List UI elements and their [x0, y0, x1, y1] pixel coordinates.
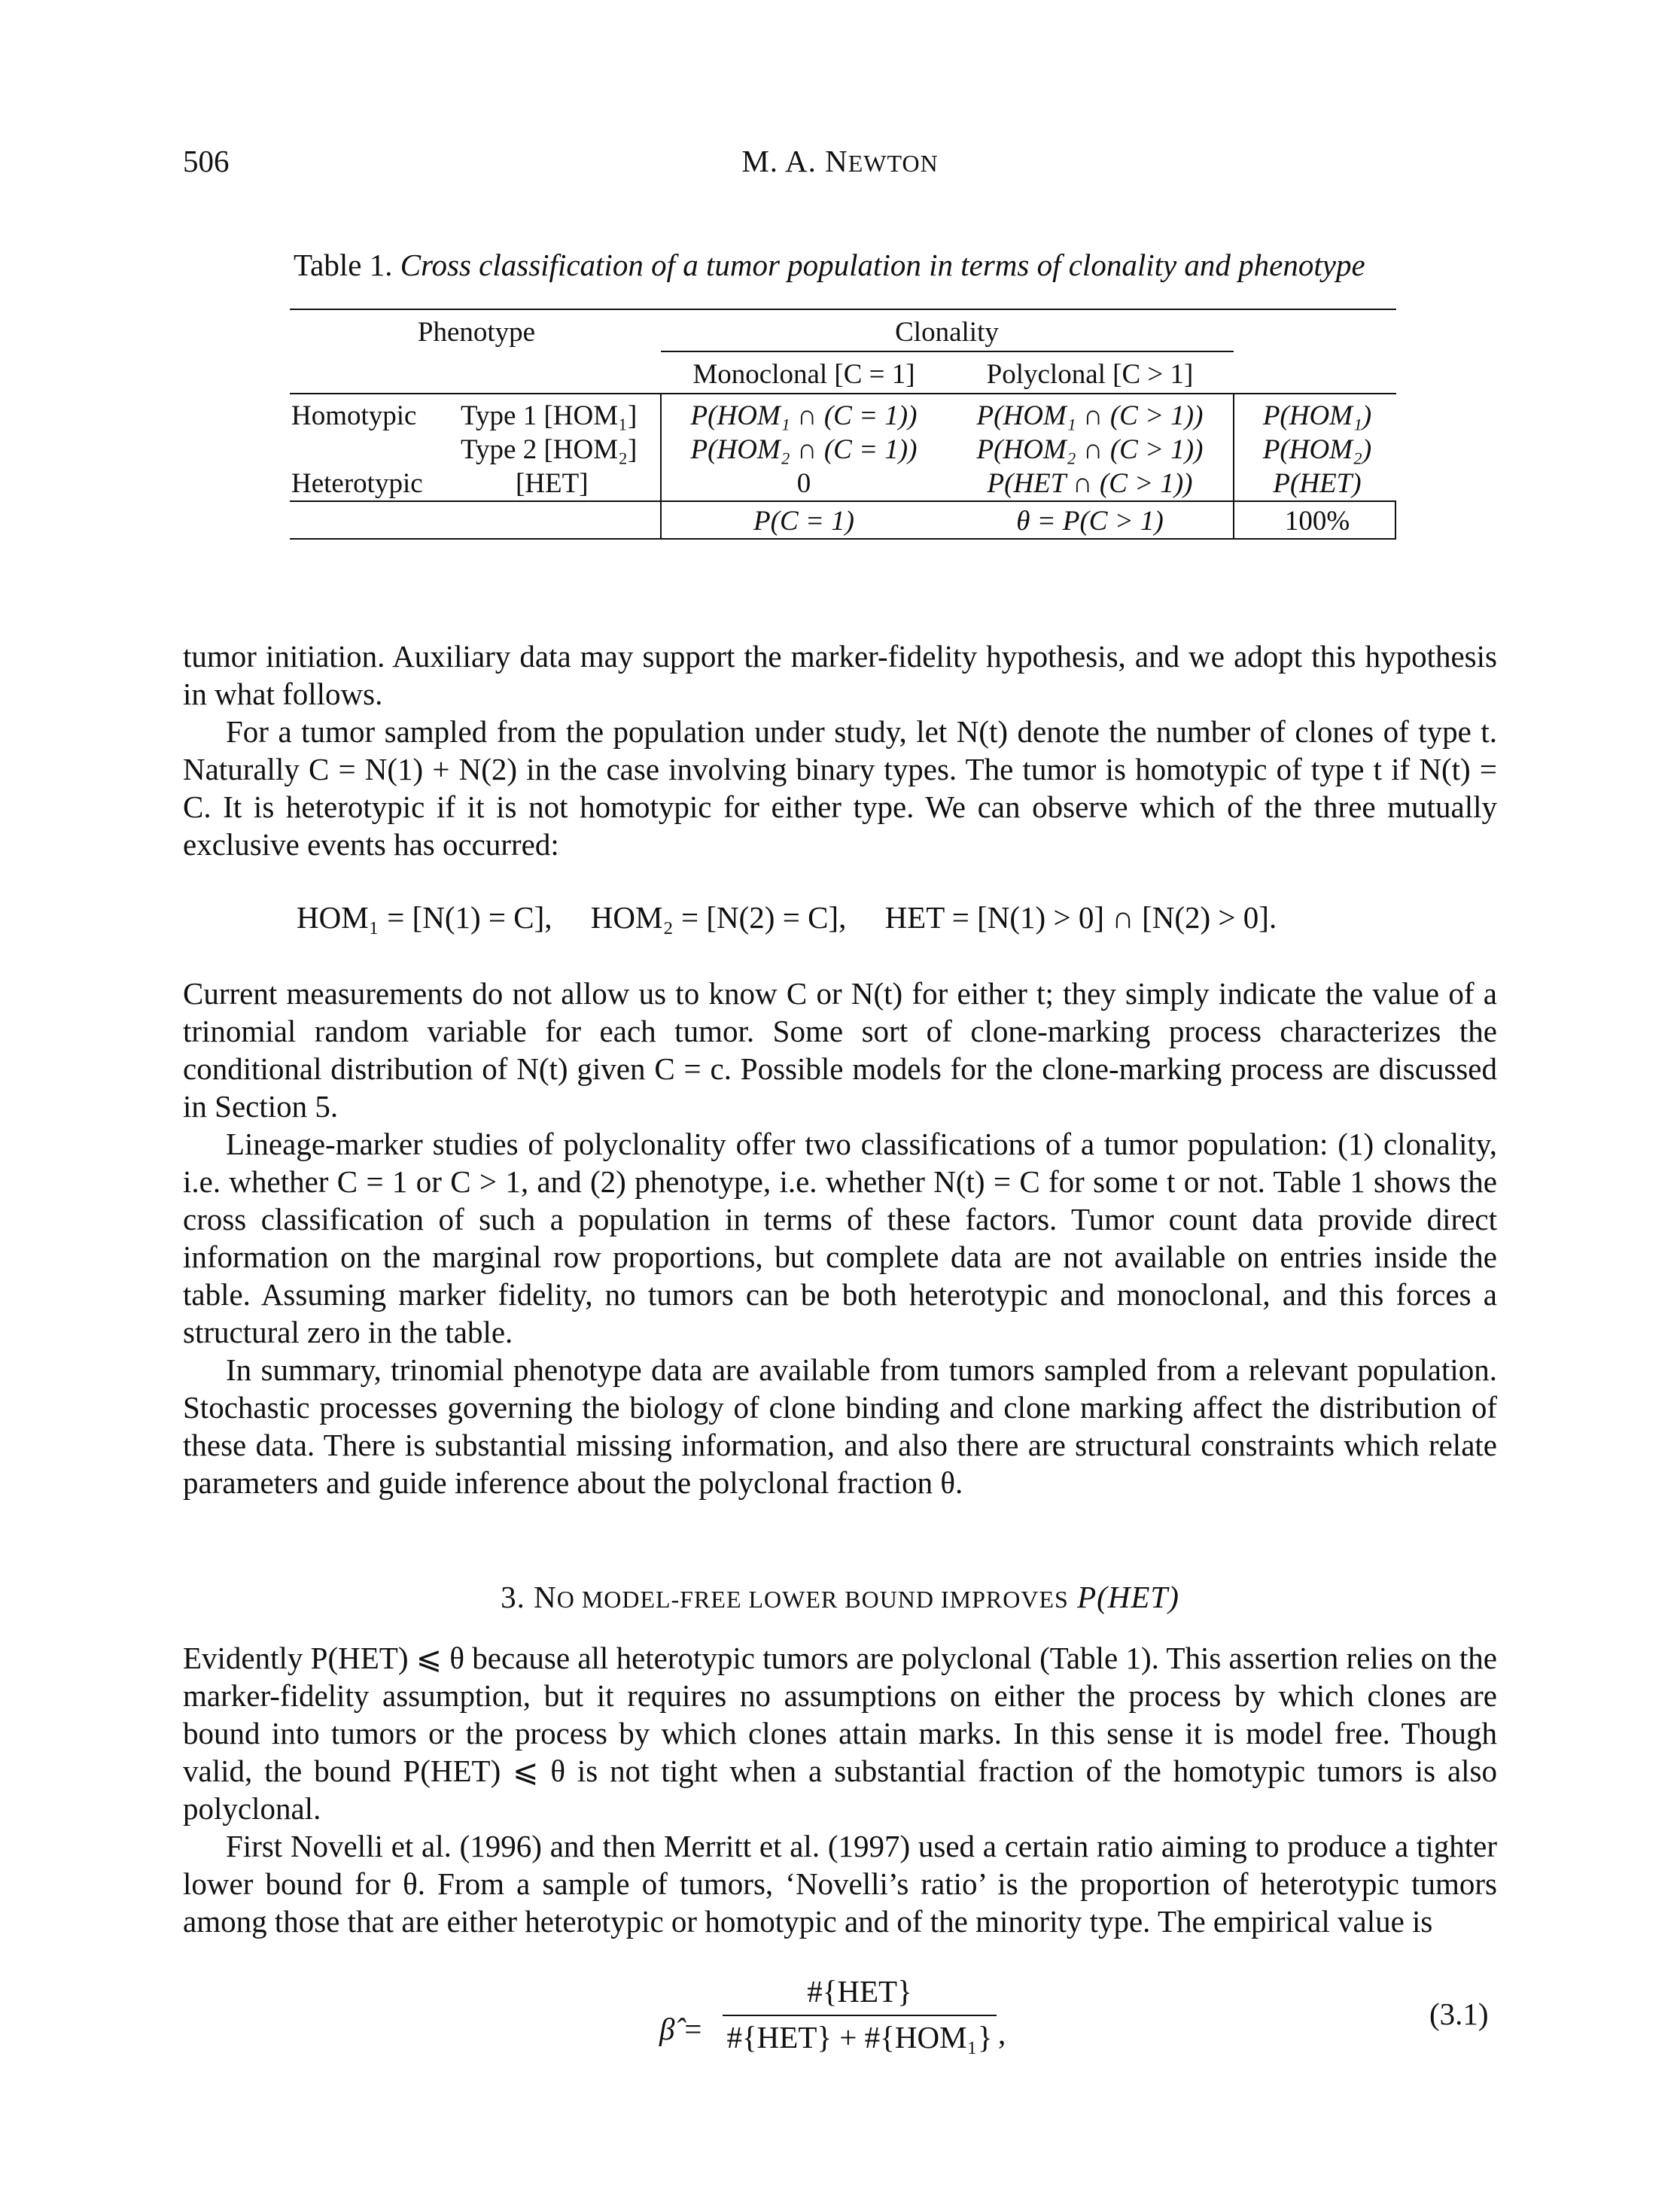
paragraph-5: In summary, trinomial phenotype data are available from tumors sampled from a relevant population. Stochastic processes governing the biology of clone binding and clone marking affect the distribution of these data. There is substantial missing information, and also there are structural constraints which relate parameters and guide inference about the polyclonal fraction θ. — [183, 1352, 1497, 1500]
cell-hom1-monoclonal: P(HOM₁ ∩ (C = 1)) — [690, 400, 918, 431]
monoclonal-column-header: Monoclonal [C = 1] — [692, 359, 915, 390]
total-all: 100% — [1284, 506, 1350, 537]
row-label-homotypic: Homotypic — [291, 400, 417, 431]
equation-events: HOM₁ = [N(1) = C], HOM₂ = [N(2) = C], HET = [N(1) > 0] ∩ [N(2) > 0]. — [297, 900, 1277, 935]
cell-hom2-polyclonal: P(HOM₂ ∩ (C > 1)) — [976, 434, 1204, 465]
row-label-type2: Type 2 [HOM₂] — [461, 434, 638, 465]
section-title-math: P(HET) — [1077, 1580, 1179, 1614]
outer-vertical-rule — [1395, 501, 1396, 539]
equation-numerator: #{HET} — [807, 1974, 912, 2009]
paragraph-4: Lineage-marker studies of polyclonality offer two classifications of a tumor population: (1) clonality, i.e. whether C = 1 or C > 1, and (2) phenotype, i.e. whether N(t) = C for some t or not. Table 1 shows the cross classification of such a population in terms of these factors. Tumor count data provide direct information on the marginal row proportions, but complete data are not available on entries inside the table. Assuming marker fidelity, no tumors can be both heterotypic and monoclonal, and this forces a structural zero in the table. — [183, 1127, 1497, 1349]
section-heading — [0, 1579, 1680, 1615]
page-number: 506 — [183, 144, 230, 178]
cell-hom2-total: P(HOM₂) — [1262, 434, 1372, 465]
fraction-bar — [723, 2015, 997, 2016]
row-label-het: [HET] — [516, 468, 589, 499]
phenotype-header: Phenotype — [417, 317, 536, 348]
clonality-header: Clonality — [895, 317, 999, 348]
section-title-initial: N — [534, 1580, 557, 1614]
equation-label: (3.1) — [1429, 1997, 1489, 2031]
table-top-rule — [290, 309, 1396, 310]
cell-hom1-polyclonal: P(HOM₁ ∩ (C > 1)) — [976, 400, 1204, 431]
table-caption — [294, 247, 1365, 283]
running-head — [0, 143, 1680, 179]
paragraph-6: Evidently P(HET) ⩽ θ because all heterotypic tumors are polyclonal (Table 1). This assertion relies on the marker-fidelity assumption, but it requires no assumptions on either the process by which clones are bound into tumors or the process by which clones attain marks. In this sense it is model free. Though valid, the bound P(HET) ⩽ θ is not tight when a substantial fraction of the homotypic tumors is also polyclonal. — [183, 1641, 1497, 1826]
equation-lhs: β̂ = — [659, 2012, 704, 2046]
cell-het-total: P(HET) — [1273, 468, 1362, 499]
paragraph-3: Current measurements do not allow us to know C or N(t) for either t; they simply indicate the value of a trinomial random variable for each tumor. Some sort of clone-marking process characterizes the conditional distribution of N(t) given C = c. Possible models for the clone-marking process are discussed in Section 5. — [183, 976, 1497, 1124]
row-label-type1: Type 1 [HOM₁] — [461, 400, 638, 431]
cell-het-polyclonal: P(HET ∩ (C > 1)) — [987, 468, 1193, 499]
right-vertical-rule — [1233, 394, 1234, 539]
cell-hom2-monoclonal: P(HOM₂ ∩ (C = 1)) — [690, 434, 918, 465]
left-vertical-rule — [660, 394, 662, 539]
total-monoclonal: P(C = 1) — [753, 506, 854, 537]
section-number: 3. — [501, 1580, 525, 1614]
equation-denominator: #{HET} + #{HOM₁} — [726, 2020, 993, 2055]
table-caption-label: Table 1. — [294, 248, 393, 282]
paragraph-1: tumor initiation. Auxiliary data may support the marker-fidelity hypothesis, and we adopt this hypothesis in what follows. — [183, 639, 1497, 711]
body-bottom-rule — [290, 500, 1396, 502]
row-label-heterotypic: Heterotypic — [291, 468, 423, 499]
running-head-author: M. A. N — [741, 144, 848, 178]
table-caption-text: Cross classification of a tumor population in terms of clonality and phenotype — [400, 248, 1365, 282]
section-title-smallcaps: O MODEL-FREE LOWER BOUND IMPROVES — [556, 1586, 1069, 1613]
equation-comma: , — [998, 2016, 1006, 2051]
cell-hom1-total: P(HOM₁) — [1262, 400, 1372, 431]
paragraph-7: First Novelli et al. (1996) and then Merritt et al. (1997) used a certain ratio aiming to produce a tighter lower bound for θ. From a sample of tumors, ‘Novelli’s ratio’ is the proportion of heterotypic tumors among those that are either heterotypic or homotypic and of the minority type. The empirical value is — [183, 1829, 1497, 1939]
table-bottom-rule — [290, 538, 1396, 540]
polyclonal-column-header: Polyclonal [C > 1] — [986, 359, 1194, 390]
header-bottom-rule — [290, 393, 1396, 394]
total-polyclonal: θ = P(C > 1) — [1016, 506, 1164, 537]
paragraph-2: For a tumor sampled from the population under study, let N(t) denote the number of clones of type t. Naturally C = N(1) + N(2) in the case involving binary types. The tumor is homotypic of type t if N(t) = C. It is heterotypic if it is not homotypic for either type. We can observe which of the three mutually exclusive events has occurred: — [183, 714, 1497, 862]
clonality-rule — [661, 351, 1234, 352]
cell-het-monoclonal: 0 — [796, 468, 811, 499]
running-head-smallcaps: EWTON — [848, 150, 939, 177]
